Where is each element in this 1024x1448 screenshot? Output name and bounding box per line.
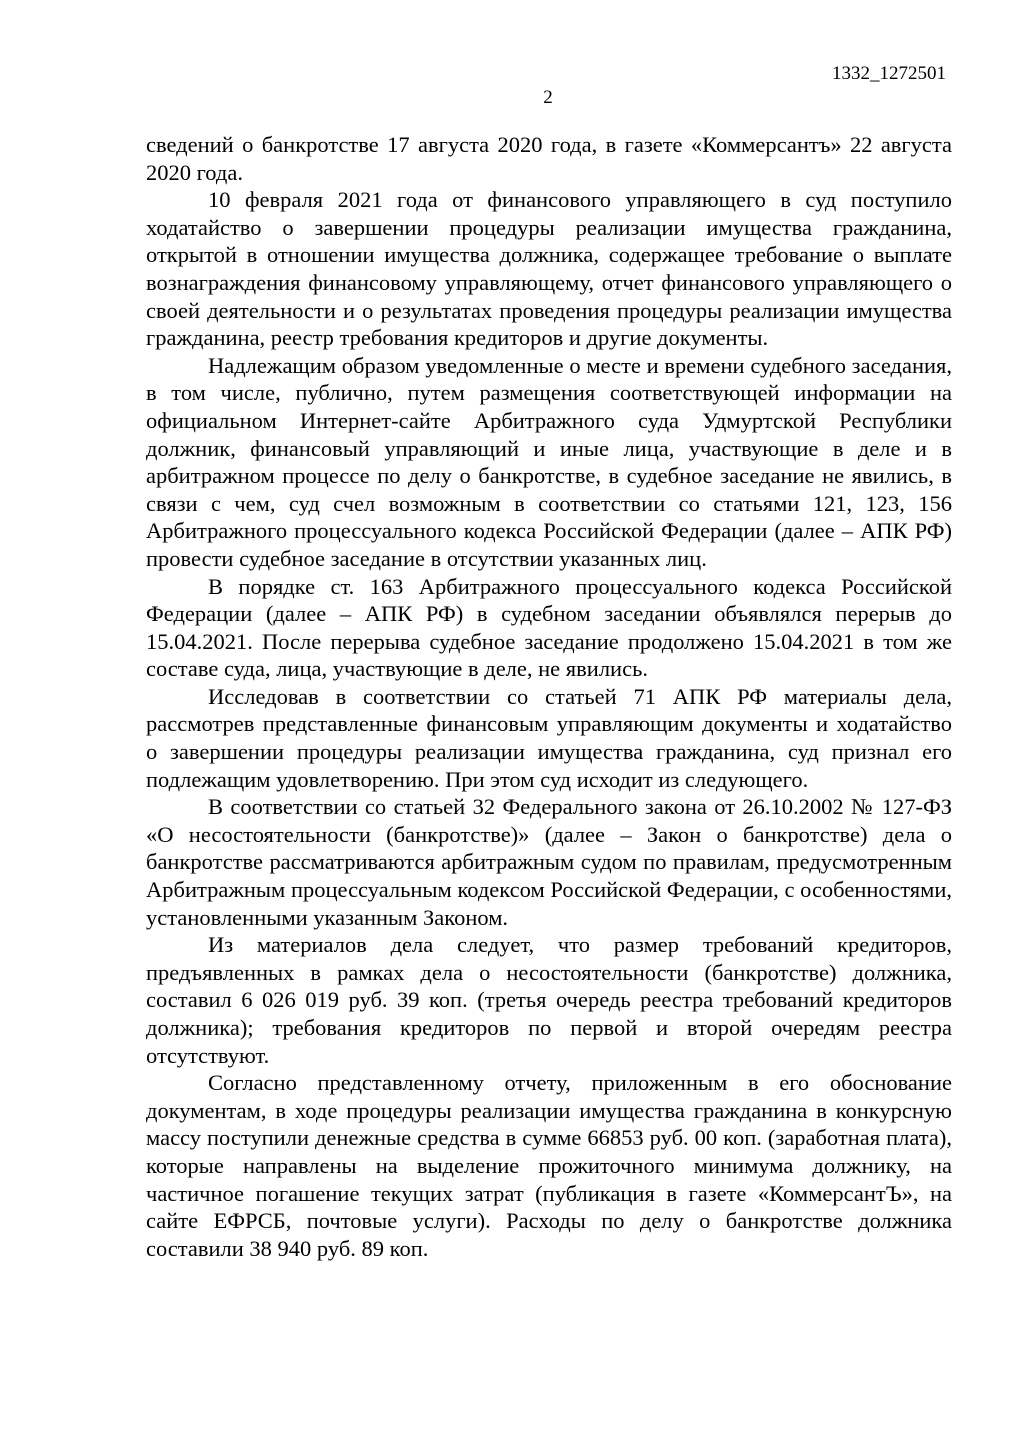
paragraph-creditor-claims: Из материалов дела следует, что размер требований кредиторов, предъявленных в рамках дела о несостоятельности (банкротстве) должника, составил 6 026 019 руб. 39 коп. (третья очередь реестра требований кредиторов должника); требования кредиторов по первой и второй очередям реестра отсутствуют. bbox=[146, 932, 952, 1068]
paragraph-recess: В порядке ст. 163 Арбитражного процессуального кодекса Российской Федерации (далее – АПК РФ) в судебном заседании объявлялся перерыв до 15.04.2021. После перерыва судебное заседание продолжено 15.04.2021 в том же составе суда, лица, участвующие в деле, не явились. bbox=[146, 573, 952, 682]
page-number: 2 bbox=[543, 87, 553, 108]
document-body bbox=[146, 131, 952, 1262]
paragraph-notification: Надлежащим образом уведомленные о месте и времени судебного заседания, в том числе, публично, путем размещения соответствующей информации на официальном Интернет-сайте Арбитражного суда Удмуртской Республики должник, финансовый управляющий и иные лица, участвующие в деле и в арбитражном процессе по делу о банкротстве, в судебное заседание не явились, в связи с чем, суд счел возможным в соответствии со статьями 121, 123, 156 Арбитражного процессуального кодекса Российской Федерации (далее – АПК РФ) провести судебное заседание в отсутствии указанных лиц. bbox=[146, 352, 952, 571]
paragraph-law-reference: В соответствии со статьей 32 Федерального закона от 26.10.2002 № 127-ФЗ «О несостоятельности (банкротстве)» (далее – Закон о банкротстве) дела о банкротстве рассматриваются арбитражным судом по правилам, предусмотренным Арбитражным процессуальным кодексом Российской Федерации, с особенностями, установленными указанным Законом. bbox=[146, 794, 952, 930]
paragraph-petition: 10 февраля 2021 года от финансового управляющего в суд поступило ходатайство о завершении процедуры реализации имущества гражданина, открытой в отношении имущества должника, содержащее требование о выплате вознаграждения финансовому управляющему, отчет финансового управляющего о своей деятельности и о результатах проведения процедуры реализации имущества гражданина, реестр требования кредиторов и другие документы. bbox=[146, 187, 952, 351]
document-id: 1332_1272501 bbox=[832, 63, 946, 84]
paragraph-report: Согласно представленному отчету, приложенным в его обоснование документам, в ходе процедуры реализации имущества гражданина в конкурсную массу поступили денежные средства в сумме 66853 руб. 00 коп. (заработная плата), которые направлены на выделение прожиточного минимума должнику, на частичное погашение текущих затрат (публикация в газете «КоммерсантЪ», на сайте ЕФРСБ, почтовые услуги). Расходы по делу о банкротстве должника составили 38 940 руб. 89 коп. bbox=[146, 1070, 952, 1261]
paragraph-continuation: сведений о банкротстве 17 августа 2020 года, в газете «Коммерсантъ» 22 августа 2020 года. bbox=[146, 132, 952, 185]
paragraph-examination: Исследовав в соответствии со статьей 71 АПК РФ материалы дела, рассмотрев представленные финансовым управляющим документы и ходатайство о завершении процедуры реализации имущества гражданина, суд признал его подлежащим удовлетворению. При этом суд исходит из следующего. bbox=[146, 683, 952, 792]
